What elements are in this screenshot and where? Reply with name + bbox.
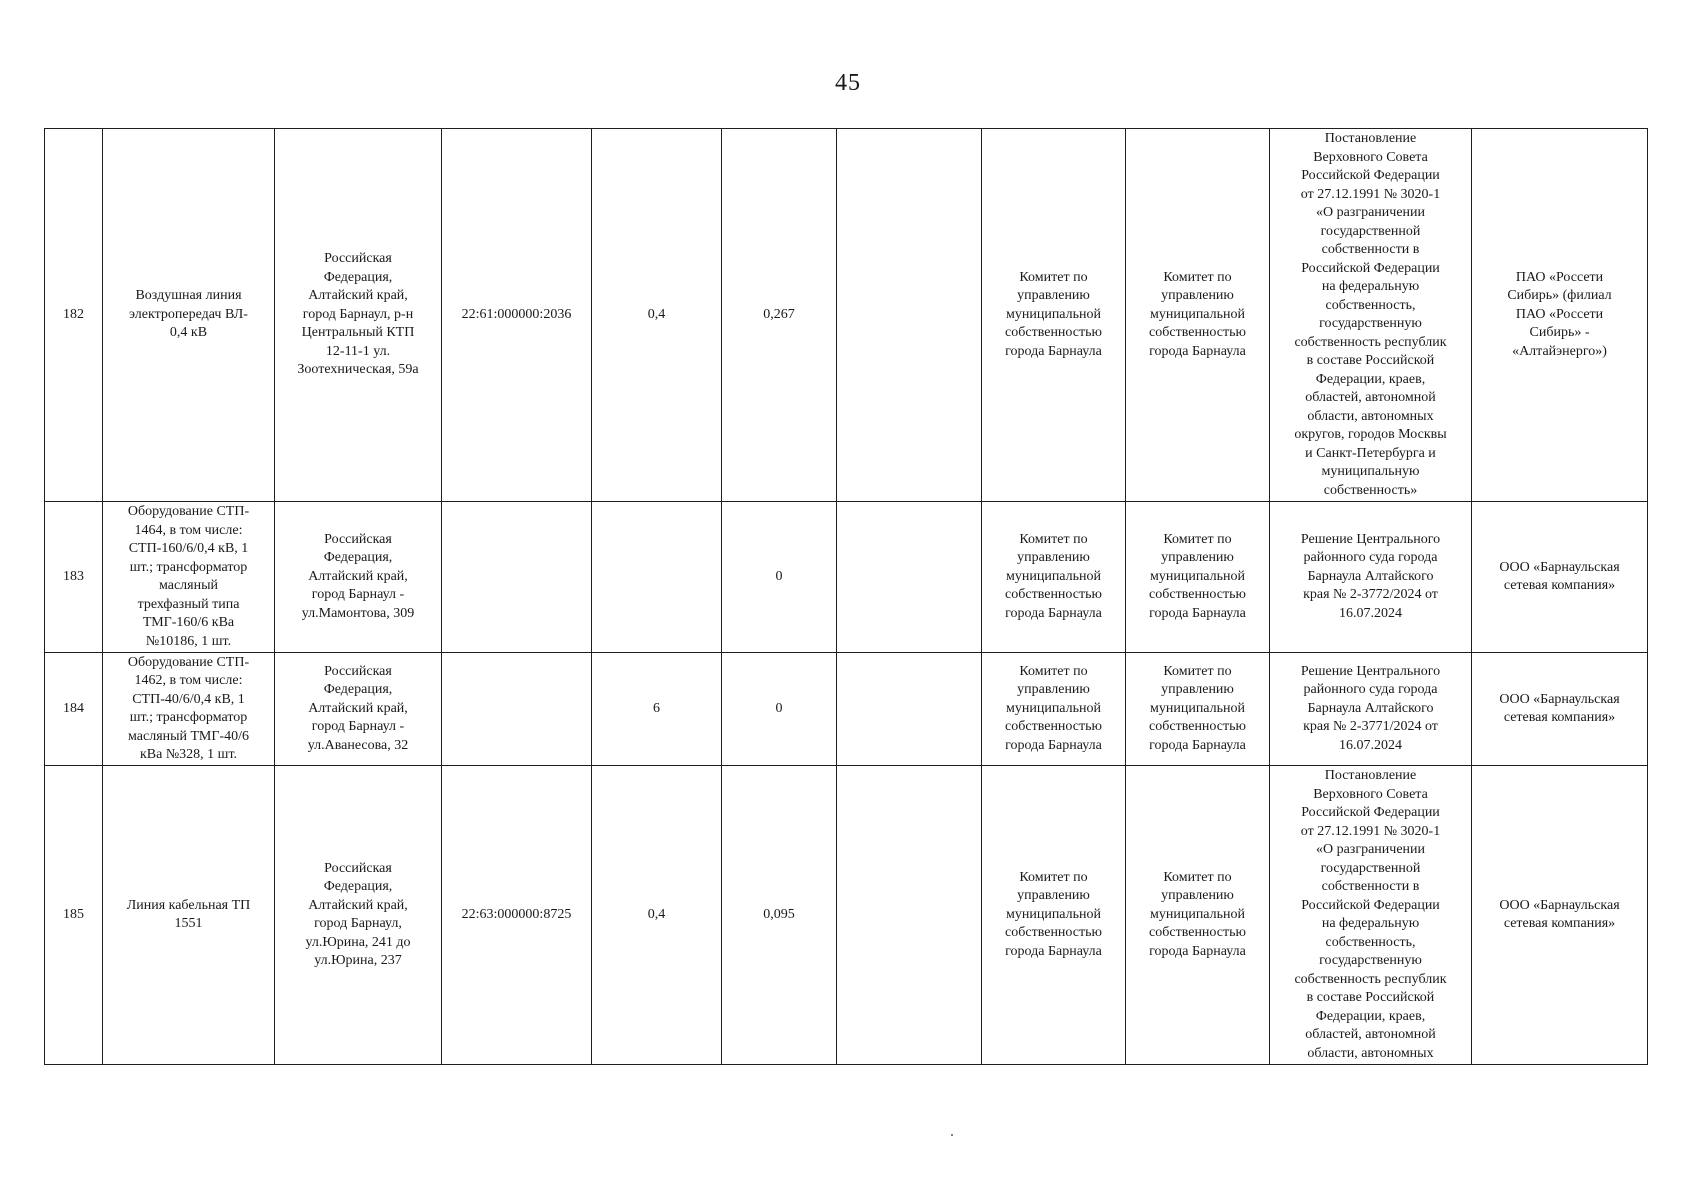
empty-cell (837, 502, 982, 653)
empty-cell (837, 129, 982, 502)
ownership-basis: Решение Центрального районного суда города Барнаула Алтайского края № 2-3772/2024 от 16.07.2024 (1270, 502, 1472, 653)
operator-cell: ООО «Барнаульская сетевая компания» (1472, 653, 1648, 766)
empty-cell (837, 653, 982, 766)
length-value: 0,095 (722, 766, 837, 1065)
row-number: 184 (45, 653, 103, 766)
voltage-value (592, 502, 722, 653)
holder-cell: Комитет по управлению муниципальной собственностью города Барнаула (982, 129, 1126, 502)
voltage-value: 0,4 (592, 766, 722, 1065)
length-value: 0 (722, 502, 837, 653)
holder-cell-2: Комитет по управлению муниципальной собственностью города Барнаула (1126, 502, 1270, 653)
voltage-value: 6 (592, 653, 722, 766)
object-address: Российская Федерация, Алтайский край, город Барнаул, р-н Центральный КТП 12-11-1 ул. Зоотехническая, 59а (275, 129, 442, 502)
cadastral-number (442, 502, 592, 653)
object-name: Линия кабельная ТП 1551 (103, 766, 275, 1065)
operator-cell: ПАО «Россети Сибирь» (филиал ПАО «Россети Сибирь» - «Алтайэнерго») (1472, 129, 1648, 502)
operator-cell: ООО «Барнаульская сетевая компания» (1472, 766, 1648, 1065)
object-address: Российская Федерация, Алтайский край, город Барнаул - ул.Мамонтова, 309 (275, 502, 442, 653)
cadastral-number (442, 653, 592, 766)
table-row (45, 653, 1648, 766)
operator-cell: ООО «Барнаульская сетевая компания» (1472, 502, 1648, 653)
table-row (45, 502, 1648, 653)
holder-cell: Комитет по управлению муниципальной собственностью города Барнаула (982, 766, 1126, 1065)
object-name: Оборудование СТП- 1464, в том числе: СТП-160/6/0,4 кВ, 1 шт.; трансформатор масляный трехфазный типа ТМГ-160/6 кВа №10186, 1 шт. (103, 502, 275, 653)
empty-cell (837, 766, 982, 1065)
ownership-basis: Постановление Верховного Совета Российской Федерации от 27.12.1991 № 3020-1 «О разграничении государственной собственности в Российской Федерации на федеральную собственность, государственную собственность республик в составе Российской Федерации, краев, областей, автономной области, автономных округов, городов Москвы и Санкт-Петербурга и муниципальную собственность» (1270, 129, 1472, 502)
holder-cell-2: Комитет по управлению муниципальной собственностью города Барнаула (1126, 129, 1270, 502)
ownership-basis: Постановление Верховного Совета Российской Федерации от 27.12.1991 № 3020-1 «О разграничении государственной собственности в Российской Федерации на федеральную собственность, государственную собственность республик в составе Российской Федерации, краев, областей, автономной области, автономных (1270, 766, 1472, 1065)
table-row (45, 766, 1648, 1065)
holder-cell: Комитет по управлению муниципальной собственностью города Барнаула (982, 502, 1126, 653)
length-value: 0,267 (722, 129, 837, 502)
scan-speck (951, 1134, 953, 1136)
object-name: Воздушная линия электропередач ВЛ- 0,4 кВ (103, 129, 275, 502)
object-address: Российская Федерация, Алтайский край, город Барнаул - ул.Аванесова, 32 (275, 653, 442, 766)
holder-cell-2: Комитет по управлению муниципальной собственностью города Барнаула (1126, 766, 1270, 1065)
row-number: 183 (45, 502, 103, 653)
property-registry-table (44, 128, 1648, 1065)
holder-cell-2: Комитет по управлению муниципальной собственностью города Барнаула (1126, 653, 1270, 766)
cadastral-number: 22:63:000000:8725 (442, 766, 592, 1065)
object-address: Российская Федерация, Алтайский край, город Барнаул, ул.Юрина, 241 до ул.Юрина, 237 (275, 766, 442, 1065)
ownership-basis: Решение Центрального районного суда города Барнаула Алтайского края № 2-3771/2024 от 16.07.2024 (1270, 653, 1472, 766)
voltage-value: 0,4 (592, 129, 722, 502)
table-row (45, 129, 1648, 502)
page-number: 45 (835, 70, 861, 96)
length-value: 0 (722, 653, 837, 766)
cadastral-number: 22:61:000000:2036 (442, 129, 592, 502)
row-number: 185 (45, 766, 103, 1065)
holder-cell: Комитет по управлению муниципальной собственностью города Барнаула (982, 653, 1126, 766)
object-name: Оборудование СТП- 1462, в том числе: СТП-40/6/0,4 кВ, 1 шт.; трансформатор масляный ТМГ-40/6 кВа №328, 1 шт. (103, 653, 275, 766)
row-number: 182 (45, 129, 103, 502)
